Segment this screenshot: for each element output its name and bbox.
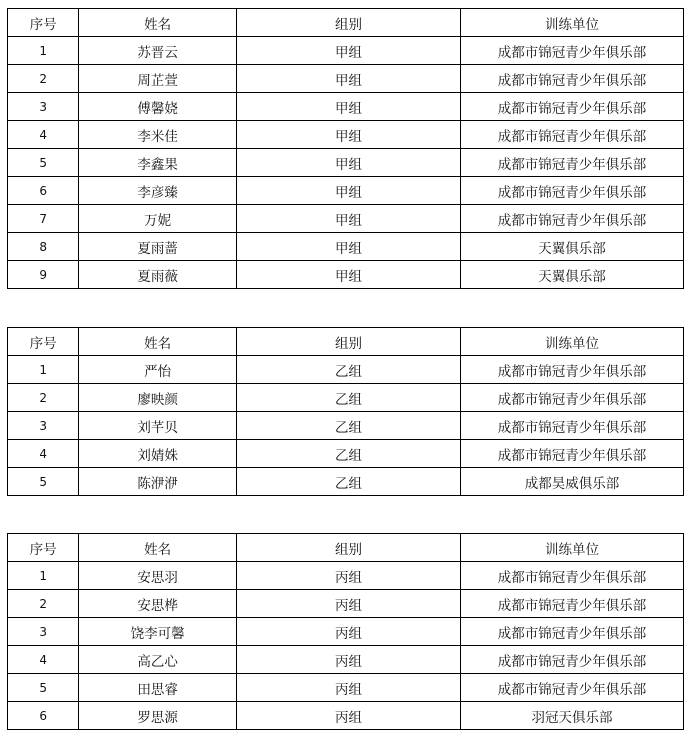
cell-name: 刘芊贝: [79, 412, 237, 440]
cell-unit: 成都市锦冠青少年俱乐部: [460, 93, 683, 121]
cell-name: 饶李可馨: [79, 618, 237, 646]
cell-name: 夏雨薇: [79, 261, 237, 289]
table-row: [8, 37, 684, 65]
cell-num: 9: [8, 261, 79, 289]
cell-name: 周芷萱: [79, 65, 237, 93]
table-row: [8, 562, 684, 590]
header-group: 组别: [237, 9, 461, 37]
cell-unit: 成都市锦冠青少年俱乐部: [460, 412, 683, 440]
cell-name: 廖映颜: [79, 384, 237, 412]
table-row: [8, 121, 684, 149]
cell-num: 2: [8, 384, 79, 412]
cell-name: 李鑫果: [79, 149, 237, 177]
cell-name: 安思羽: [79, 562, 237, 590]
cell-name: 万妮: [79, 205, 237, 233]
cell-unit: 成都市锦冠青少年俱乐部: [460, 562, 683, 590]
cell-num: 2: [8, 65, 79, 93]
header-group: 组别: [237, 534, 461, 562]
header-num: 序号: [8, 534, 79, 562]
cell-num: 1: [8, 562, 79, 590]
cell-group: 甲组: [237, 177, 461, 205]
cell-group: 丙组: [237, 674, 461, 702]
cell-name: 安思桦: [79, 590, 237, 618]
table-row: [8, 65, 684, 93]
cell-num: 7: [8, 205, 79, 233]
table-row: [8, 233, 684, 261]
cell-group: 丙组: [237, 562, 461, 590]
table-row: [8, 261, 684, 289]
header-unit: 训练单位: [460, 9, 683, 37]
cell-num: 5: [8, 149, 79, 177]
cell-group: 乙组: [237, 384, 461, 412]
table-row: [8, 440, 684, 468]
cell-group: 甲组: [237, 37, 461, 65]
cell-num: 3: [8, 93, 79, 121]
header-num: 序号: [8, 9, 79, 37]
cell-name: 傅馨娆: [79, 93, 237, 121]
cell-num: 1: [8, 356, 79, 384]
cell-name: 夏雨蔷: [79, 233, 237, 261]
cell-unit: 天翼俱乐部: [460, 261, 683, 289]
table-row: [8, 646, 684, 674]
group-a-table: [7, 8, 684, 289]
cell-unit: 成都市锦冠青少年俱乐部: [460, 590, 683, 618]
cell-group: 甲组: [237, 205, 461, 233]
cell-group: 乙组: [237, 356, 461, 384]
table-header-row: [8, 9, 684, 37]
table-row: [8, 384, 684, 412]
cell-unit: 成都市锦冠青少年俱乐部: [460, 674, 683, 702]
cell-num: 2: [8, 590, 79, 618]
cell-num: 4: [8, 646, 79, 674]
cell-group: 乙组: [237, 468, 461, 496]
header-name: 姓名: [79, 328, 237, 356]
cell-num: 6: [8, 702, 79, 730]
cell-num: 3: [8, 412, 79, 440]
cell-group: 甲组: [237, 93, 461, 121]
cell-group: 甲组: [237, 65, 461, 93]
table-row: [8, 590, 684, 618]
cell-unit: 成都市锦冠青少年俱乐部: [460, 646, 683, 674]
cell-name: 严怡: [79, 356, 237, 384]
group-b-table: [7, 327, 684, 496]
cell-name: 刘婧姝: [79, 440, 237, 468]
header-unit: 训练单位: [460, 328, 683, 356]
table-row: [8, 356, 684, 384]
cell-group: 丙组: [237, 702, 461, 730]
cell-unit: 成都市锦冠青少年俱乐部: [460, 177, 683, 205]
cell-num: 4: [8, 121, 79, 149]
cell-name: 罗思源: [79, 702, 237, 730]
table-row: [8, 618, 684, 646]
cell-unit: 成都市锦冠青少年俱乐部: [460, 205, 683, 233]
cell-unit: 成都昊威俱乐部: [460, 468, 683, 496]
cell-group: 甲组: [237, 149, 461, 177]
cell-num: 8: [8, 233, 79, 261]
cell-group: 甲组: [237, 261, 461, 289]
header-name: 姓名: [79, 9, 237, 37]
cell-group: 丙组: [237, 646, 461, 674]
cell-unit: 成都市锦冠青少年俱乐部: [460, 618, 683, 646]
cell-unit: 成都市锦冠青少年俱乐部: [460, 149, 683, 177]
cell-group: 甲组: [237, 233, 461, 261]
cell-group: 乙组: [237, 440, 461, 468]
table-header-row: [8, 328, 684, 356]
cell-num: 6: [8, 177, 79, 205]
table-row: [8, 702, 684, 730]
cell-num: 5: [8, 674, 79, 702]
table-row: [8, 674, 684, 702]
table-row: [8, 468, 684, 496]
cell-unit: 成都市锦冠青少年俱乐部: [460, 121, 683, 149]
cell-name: 李彦臻: [79, 177, 237, 205]
cell-unit: 成都市锦冠青少年俱乐部: [460, 356, 683, 384]
header-num: 序号: [8, 328, 79, 356]
cell-unit: 成都市锦冠青少年俱乐部: [460, 65, 683, 93]
cell-unit: 天翼俱乐部: [460, 233, 683, 261]
cell-unit: 成都市锦冠青少年俱乐部: [460, 440, 683, 468]
cell-num: 5: [8, 468, 79, 496]
table-row: [8, 177, 684, 205]
cell-name: 李米佳: [79, 121, 237, 149]
cell-group: 乙组: [237, 412, 461, 440]
cell-num: 1: [8, 37, 79, 65]
table-row: [8, 93, 684, 121]
cell-name: 田思睿: [79, 674, 237, 702]
cell-name: 高乙心: [79, 646, 237, 674]
table-row: [8, 149, 684, 177]
header-unit: 训练单位: [460, 534, 683, 562]
cell-num: 3: [8, 618, 79, 646]
group-c-table: [7, 533, 684, 730]
cell-unit: 羽冠天俱乐部: [460, 702, 683, 730]
table-row: [8, 412, 684, 440]
header-name: 姓名: [79, 534, 237, 562]
cell-num: 4: [8, 440, 79, 468]
header-group: 组别: [237, 328, 461, 356]
cell-name: 苏晋云: [79, 37, 237, 65]
cell-unit: 成都市锦冠青少年俱乐部: [460, 384, 683, 412]
cell-group: 丙组: [237, 618, 461, 646]
cell-group: 甲组: [237, 121, 461, 149]
cell-group: 丙组: [237, 590, 461, 618]
cell-name: 陈洢洢: [79, 468, 237, 496]
table-row: [8, 205, 684, 233]
cell-unit: 成都市锦冠青少年俱乐部: [460, 37, 683, 65]
table-header-row: [8, 534, 684, 562]
